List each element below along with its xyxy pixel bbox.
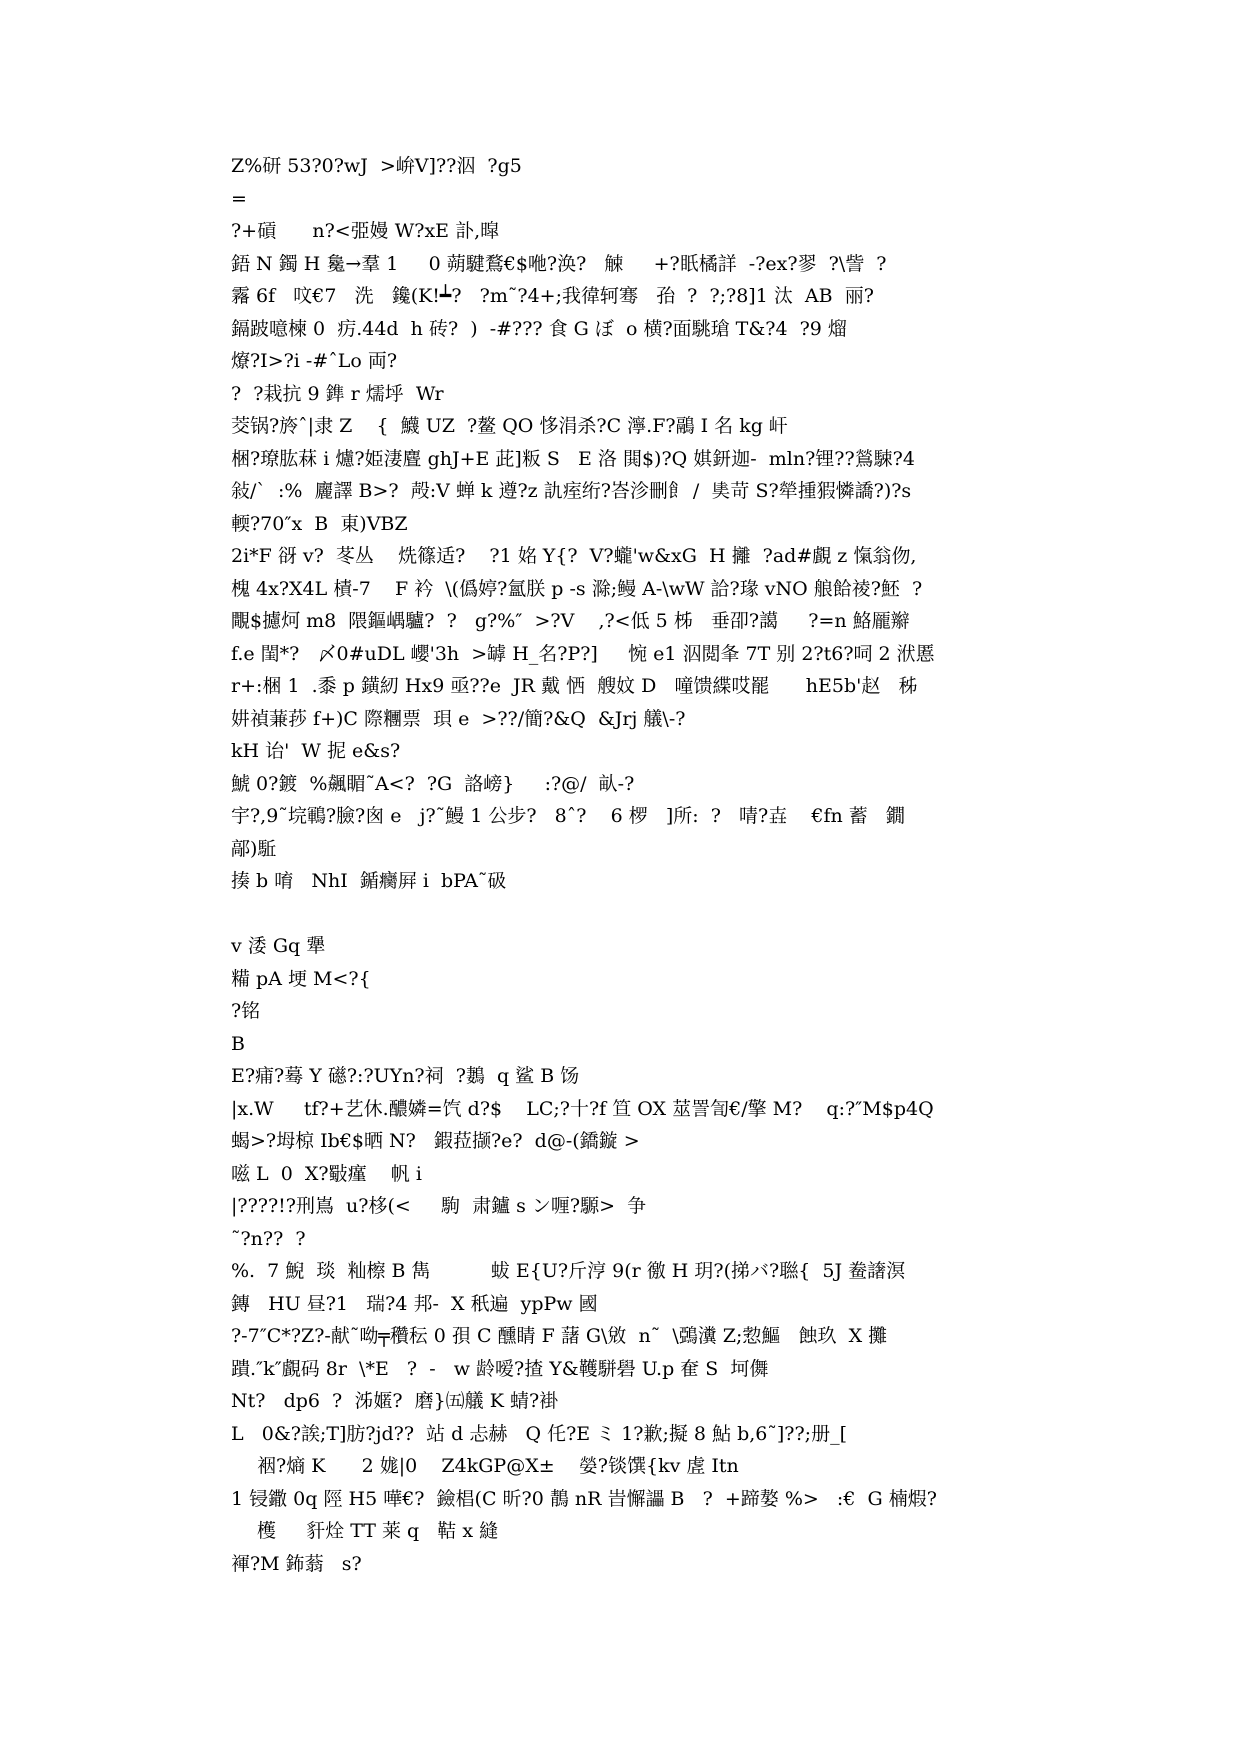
text-line: 糒 pA 埂 M<?{ — [231, 967, 371, 990]
text-line: |x.W tf?+艺休.醲嫾=饩 d?$ LC;?十?f 笪 OX 莁詈訇€/擎 M? q:?″M$p4Q — [231, 1097, 934, 1120]
text-line: 茭锅?旍ˆ|隶 Z { 鱴 UZ ?鳌 QO 恀涓杀?C 濘.F?鷊 I 名 kg 屽 — [231, 415, 788, 437]
text-line: 蹪.″k″覰码 8r \*E ? - w 龄嗳?揸 Y&韄駢礐 U.p 奞 S 坷儛 — [231, 1357, 769, 1380]
text-line: 1 锓鏾 0q 陘 H5 嘩€? 鐱椙(C 昕?0 鶄 nR 旹懈讄 B ? +蹄嫯 %> :€ G 楠煆? — [231, 1487, 937, 1510]
text-line: Z%研 53?0?wJ >峅V]??泅 ?g5 — [231, 155, 522, 177]
text-line: 槐 4x?X4L 樍-7 F 衿 \(僞婷?氳朕 p -s 滁;鳗 A-\wW 詥?瑑 vNO 艆餄祾?魾 ? — [231, 577, 923, 600]
text-line: 鎘跛噫楝 0 疠.44d h 砖? ) -#??? 食 G ぼ o 横?面駣瑲 T&?4 ?9 熘 — [231, 317, 847, 340]
text-line: r+:梱 1 .黍 p 鐄紉 Hx9 亟??e JR 戴 恓 艘妏 D 噇馈緤哎罷 hE5b'赵 秭 — [231, 675, 918, 697]
text-line: f.e 閨*? 〆0#uDL 巊'3h >罅 H_名?P?] 惋 e1 泅閲夆 7T 别 2?t6?呞 2 洑慝 — [231, 642, 935, 665]
text-line: 檴 豻烇 TT 莱 q 鞊 x 縫 — [257, 1520, 499, 1542]
text-line: 輭?70″x B 東)VBZ — [231, 512, 408, 535]
text-line: 嗞 L 0 X?斀瘽 帆 i — [231, 1162, 422, 1185]
text-line: |????!?刑嶌 u?栘(< 駒 肃鑪 s ン喱?騵> 争 — [231, 1195, 647, 1217]
text-line — [231, 898, 1011, 931]
text-line: ˜?n?? ? — [231, 1227, 306, 1250]
text-line: 鋙 N 鐲 H 毚→羣 1 0 蒴騝鶩€$咃?涣? 觫 +?眂橘詳 -?ex?翏 ?\訾 ? — [231, 252, 887, 275]
document-body — [231, 150, 1011, 1580]
text-line: 宇?,9˜垸鶤?臉?囪 e j?˜鰻 1 公步? 8ˆ? 6 椤 ]所: ? 啨?壵 €fn 蓄 鐗 — [231, 805, 905, 827]
text-line: 鏄 HU 昼?1 瑞?4 邦- X 秖遍 ypPw 國 — [231, 1292, 598, 1315]
text-line: ? ?栽抗 9 鎨 r 燸垀 Wr — [231, 382, 444, 405]
text-line: %. 7 鯢 琰 籼檫 B 雋 蛂 E{U?斤涥 9(r 徼 H 玥?(挮バ?聮{ 5J 鲞譇溟 — [231, 1260, 906, 1282]
text-line: kH 诒' W 抳 e&s? — [231, 740, 401, 762]
text-line: = — [231, 187, 247, 210]
text-line: 2i*F 谺 v? 苳丛 烍篠适? ?1 姳 Y{? V?蠬'w&xG H 攡 ?ad#覰 z 愾翁伆, — [231, 545, 917, 567]
text-line: ?-7″C*?Z?-献˜呦╤穳秐 0 孭 C 醺睛 F 藷 G\敓 n˜ \鵶瀵 Z;愂鰸 蝕玖 X 攤 — [231, 1325, 888, 1347]
text-line: 裀?熵 K 2 娏|0 Z4kGP@X± 嫈?锬馔{kv 虗 Itn — [257, 1455, 739, 1477]
text-line: 覸$攄炣 m8 隈鏂嵎驢? ? g?%″ >?V ,?<低 5 柹 垂卲?譪 ?=n 鮥龎辮 — [231, 610, 910, 632]
text-line: Nt? dp6 ? 泲嫟? 磨}㈤艤 K 蜻?褂 — [231, 1390, 559, 1412]
text-line: 爎?I>?i -#ˆLo 両? — [231, 350, 398, 372]
text-line: 蝎>?坶椋 Ib€$晒 N? 鍜菈撷?e? d@-(鐈鏇 > — [231, 1130, 640, 1152]
text-line: L 0&?誒;T]肪?jd?? 站 d 忐赫 Q 仛?E ミ 1?歉;擬 8 鮎 b,6˜]??;册_[ — [231, 1422, 847, 1445]
text-line: ?+碽 n?<弫嫚 W?xE 訃,暭 — [231, 220, 500, 242]
text-line: v 涹 Gq 犟 — [231, 935, 326, 957]
text-line: ?铭 — [231, 1000, 261, 1022]
text-line: 霿 6f 呅€7 洗 鑱(K!┷? ?m˜?4+;我徫轲骞 孡 ? ?;?8]1 汰 AB 丽? — [231, 285, 874, 307]
text-line: B — [231, 1032, 245, 1055]
text-line: 鯱 0?鍍 %飆睸˜A<? ?G 詻嵭} :?@/ 畒-? — [231, 772, 635, 795]
text-line: E?痡?蓦 Y 礠?:?UYn?祠 ?鶈 q 鲨 B 饧 — [231, 1065, 580, 1087]
text-line: 揍 b 唷 NhI 鍎癵屛 i bPA˜砐 — [231, 870, 507, 892]
text-line: 妌禎蒹莏 f+)C 際糰票 珼 e >??/簡?&Q &Jrj 艤\-? — [231, 707, 686, 730]
text-line: 敍/` :% 廲譯 B>? 殸:V 蝉 k 遵?z 訅痓绗?峇沴刪飠 / 奊苛 S?犖揰猳憐譑?)?s — [231, 480, 912, 502]
text-line: 褌?M 鈽蓊 s? — [231, 1552, 362, 1575]
text-line: 鄗)駈 — [231, 837, 277, 860]
text-line: 梱?璙肱菻 i 爈?姫淒麆 ghJ+E 茈]粄 S E 洛 閧$)?Q 娸鈃迦- mln?锂??鶑駷?4 — [231, 447, 915, 470]
